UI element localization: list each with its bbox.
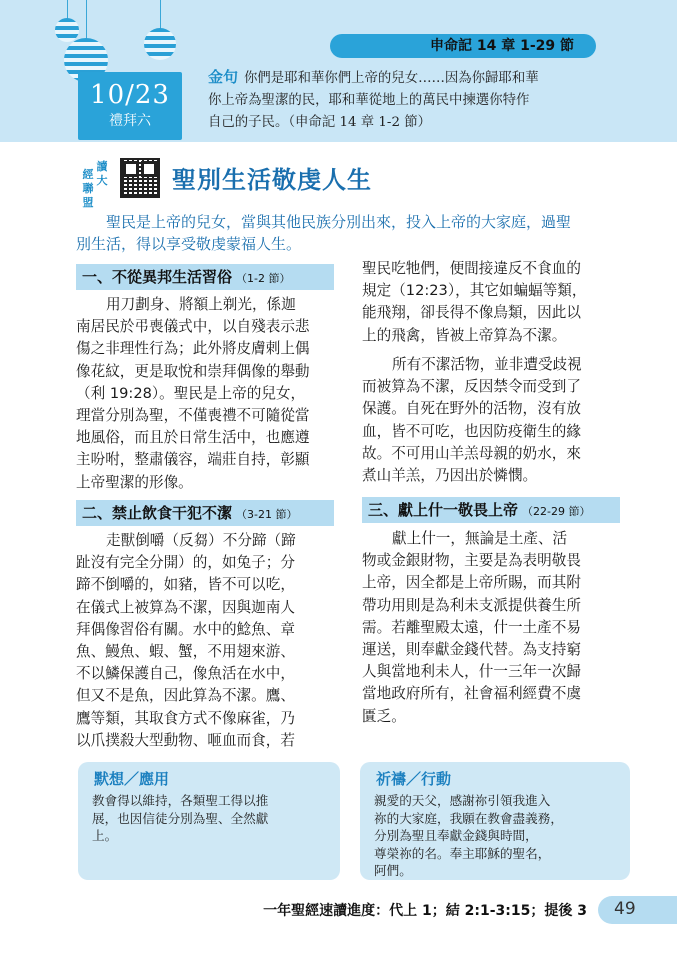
text-line: 物或金銀財物，主要是為表明敬畏 — [362, 552, 581, 570]
qr-code-icon[interactable] — [120, 158, 160, 198]
text-line: 理當分別為聖，不僅喪禮不可隨從當 — [76, 407, 310, 425]
text-line: 人與當地利未人，什一三年一次歸 — [362, 663, 581, 681]
intro-paragraph — [76, 211, 624, 255]
text-line: 當地政府所有，社會福利經費不虞 — [362, 685, 581, 703]
section-title: 三、獻上什一敬畏上帝 — [368, 501, 519, 519]
meditation-title: 默想／應用 — [94, 770, 170, 788]
reading-progress: 一年聖經速讀進度：代上 1；結 2:1-3:15；提後 3 — [263, 903, 587, 919]
text-line: 不以鱗保護自己，像魚活在水中， — [76, 665, 295, 683]
text-line: 以爪撲殺大型動物、咂血而食，若 — [76, 731, 295, 749]
text-line: 在儀式上被算為不潔，因與迦南人 — [76, 598, 295, 616]
text-line: 尊榮祢的名。奉主耶穌的聖名， — [374, 845, 551, 861]
text-line: 魚、鰻魚、蝦、蟹，不用翅來游、 — [76, 643, 295, 661]
text-line: 保護。自死在野外的活物，沒有放 — [362, 400, 581, 418]
section-heading-one — [76, 264, 334, 290]
section-two-body — [76, 530, 334, 752]
golden-verse-line: 你們是耶和華你們上帝的兒女……因為你歸耶和華 — [244, 71, 539, 86]
section-three-body — [362, 528, 620, 728]
intro-line: 別生活，得以享受敬虔蒙福人生。 — [76, 235, 302, 253]
text-line: 上的飛禽，皆被上帝算為不潔。 — [362, 326, 567, 344]
section-heading-two — [76, 500, 334, 526]
text-line: 蹄不倒嚼的，如豬，皆不可以吃， — [76, 576, 295, 594]
text-line: 展，也因信徒分別為聖、全然獻 — [92, 810, 269, 826]
date-box — [78, 72, 182, 140]
prayer-box — [360, 762, 630, 880]
text-line: （利 19:28）。聖民是上帝的兒女， — [76, 384, 306, 402]
text-line: 教會得以維持，各類聖工得以推 — [92, 793, 269, 808]
section-ref: （1-2 節） — [236, 272, 291, 285]
prayer-body — [374, 792, 563, 880]
text-line: 上帝聖潔的形像。 — [76, 473, 193, 491]
text-line: 需。若離聖殿太遠，什一土產不易 — [362, 618, 581, 636]
side-label-right: 讀大 — [96, 160, 108, 187]
text-line: 而被算為不潔，反因禁令而受到了 — [362, 378, 581, 396]
text-line: 祢的大家庭，我願在教會盡義務， — [374, 810, 563, 826]
text-line: 鷹等類，其取食方式不像麻雀，乃 — [76, 709, 295, 727]
text-line: 規定（12:23），其它如蝙蝠等類， — [362, 282, 587, 300]
text-line: 運送，則奉獻金錢代替。為支持窮 — [362, 641, 581, 659]
text-line: 獻上什一，無論是土產、活 — [392, 530, 568, 547]
page-number-tab — [598, 896, 677, 924]
prayer-title: 祈禱／行動 — [376, 770, 452, 788]
section-heading-three — [362, 497, 620, 523]
text-line: 阿們。 — [374, 863, 412, 878]
text-line: 傷之非理性行為；此外將皮膚剌上偶 — [76, 340, 310, 358]
text-line: 分別為聖且奉獻金錢與時間， — [374, 828, 538, 843]
section-title: 一、不從異邦生活習俗 — [82, 268, 233, 286]
text-line: 南居民於弔喪儀式中，以自殘表示悲 — [76, 318, 310, 336]
text-line: 走獸倒嚼（反芻）不分蹄（蹄 — [106, 532, 296, 549]
section-two-continued — [362, 258, 620, 347]
section-ref: （3-21 節） — [236, 508, 298, 521]
golden-verse — [208, 66, 618, 134]
text-line: 聖民吃牠們，便間接違反不食血的 — [362, 260, 581, 277]
meditation-box — [78, 762, 340, 880]
text-line: 匱乏。 — [362, 707, 406, 725]
golden-verse-line: 你上帝為聖潔的民，耶和華從地上的萬民中揀選你特作 — [208, 93, 530, 108]
text-line: 上。 — [92, 828, 118, 843]
text-line: 主吩咐，整肅儀容，端莊自持，彰顯 — [76, 451, 310, 469]
intro-line: 聖民是上帝的兒女，當與其他民族分別出來，投入上帝的大家庭，過聖 — [106, 213, 572, 231]
text-line: 所有不潔活物，並非遭受歧視 — [392, 356, 582, 373]
weekday: 禮拜六 — [109, 113, 151, 129]
text-line: 地風俗，而且於日常生活中，也應遵 — [76, 429, 310, 447]
meditation-body — [92, 792, 268, 845]
date: 10/23 — [90, 80, 170, 110]
text-line: 親愛的天父，感謝祢引領我進入 — [374, 793, 551, 808]
text-line: 帶功用則是為利未支派提供養生所 — [362, 596, 581, 614]
text-line: 能飛翔，卻長得不像鳥類，因此以 — [362, 304, 581, 322]
page-number: 49 — [614, 899, 636, 919]
page-title: 聖別生活敬虔人生 — [172, 166, 372, 194]
text-line: 拜偶像習俗有關。水中的鯰魚、章 — [76, 620, 295, 638]
scripture-reference: 申命記 14 章 1-29 節 — [330, 34, 596, 58]
text-line: 煮山羊羔，乃因出於憐憫。 — [362, 467, 538, 485]
section-one-body — [76, 294, 334, 494]
text-line: 像花紋，更是取悅和崇拜偶像的舉動 — [76, 362, 310, 380]
golden-verse-label: 金句 — [208, 68, 239, 86]
section-ref: （22-29 節） — [522, 505, 591, 518]
text-line: 上帝，因全都是上帝所賜，而其附 — [362, 574, 581, 592]
golden-verse-line: 自己的子民。（申命記 14 章 1-2 節） — [208, 115, 432, 130]
text-line: 用刀劃身、將額上剃光，係迦 — [106, 296, 296, 313]
section-two-paragraph-two — [362, 354, 620, 487]
text-line: 血，皆不可吃，也因防疫衛生的緣 — [362, 422, 581, 440]
side-label-left: 經聯盟 — [82, 168, 94, 209]
text-line: 故。不可用山羊羔母親的奶水，來 — [362, 444, 581, 462]
text-line: 趾沒有完全分開）的，如兔子；分 — [76, 554, 295, 572]
text-line: 但又不是魚，因此算為不潔。鷹、 — [76, 687, 295, 705]
section-title: 二、禁止飲食干犯不潔 — [82, 504, 233, 522]
